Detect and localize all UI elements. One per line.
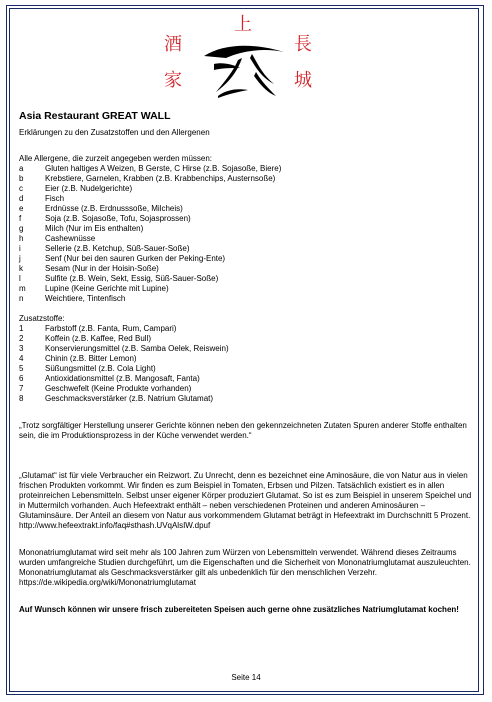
page-subtitle: Erklärungen zu den Zusatzstoffen und den Allergenen [19, 128, 210, 137]
logo-char-right-bottom: 城 [294, 70, 312, 91]
allergen-item [19, 234, 475, 244]
allergen-item-code: i [19, 244, 21, 253]
allergen-item-code: f [19, 214, 22, 223]
restaurant-logo [158, 16, 334, 100]
page-title: Asia Restaurant GREAT WALL [19, 110, 171, 122]
additives-intro: Zusatzstoffe: [19, 314, 65, 323]
allergen-list [19, 164, 475, 304]
additive-list [19, 324, 475, 404]
allergen-item-text: Gluten haltiges A Weizen, B Gerste, C Hirse (z.B. Sojasoße, Biere) [45, 164, 282, 173]
allergen-item-code: h [19, 234, 24, 243]
allergen-item-text: Erdnüsse (z.B. Erdnusssoße, Milcheis) [45, 204, 183, 213]
allergen-item [19, 264, 475, 274]
additive-item [19, 354, 475, 364]
logo-char-right-top: 長 [294, 34, 312, 55]
content [19, 110, 475, 615]
glutamat-link[interactable]: http://www.hefeextrakt.info/faq#sthash.UVqAlsIW.dpuf [19, 521, 211, 530]
additive-item-code: 6 [19, 374, 24, 383]
allergen-item [19, 164, 475, 174]
allergen-item [19, 214, 475, 224]
wikipedia-link[interactable]: https://de.wikipedia.org/wiki/Mononatriumglutamat [19, 578, 196, 587]
allergen-item [19, 194, 475, 204]
additive-item [19, 344, 475, 354]
additive-item [19, 374, 475, 384]
additive-item-code: 8 [19, 394, 24, 403]
additive-item-text: Koffein (z.B. Kaffee, Red Bull) [45, 334, 151, 343]
allergen-item-text: Krebstiere, Garnelen, Krabben (z.B. Krabbenchips, Austernsoße) [45, 174, 276, 183]
allergen-item-code: b [19, 174, 24, 183]
allergen-item [19, 244, 475, 254]
additive-item-code: 1 [19, 324, 24, 333]
additive-item-code: 2 [19, 334, 24, 343]
additive-item-text: Konservierungsmittel (z.B. Samba Oelek, Reiswein) [45, 344, 229, 353]
allergen-item-text: Eier (z.B. Nudelgerichte) [45, 184, 133, 193]
allergens-intro: Alle Allergene, die zurzeit angegeben werden müssen: [19, 154, 213, 163]
allergen-item-code: m [19, 284, 26, 293]
additive-item [19, 394, 475, 404]
closing-note: Auf Wunsch können wir unsere frisch zubereiteten Speisen auch gerne ohne zusätzliches Natriumglutamat kochen! [19, 605, 459, 614]
additive-item [19, 384, 475, 394]
allergen-item-code: d [19, 194, 24, 203]
allergen-item-text: Fisch [45, 194, 65, 203]
allergen-item [19, 184, 475, 194]
allergen-item-code: g [19, 224, 24, 233]
additive-item-code: 4 [19, 354, 24, 363]
logo-char-left-top: 酒 [164, 34, 182, 55]
allergen-item-text: Soja (z.B. Sojasoße, Tofu, Sojasprossen) [45, 214, 191, 223]
mononatriumglutamat-paragraph: Mononatriumglutamat wird seit mehr als 100 Jahren zum Würzen von Lebensmitteln verwendet. Während dieses Zeitraums wurden umfangreiche Studien durchgeführt, um die Eigenschaften und die Sicherheit von Mononatriumglutamat auszuleuchten. Mononatriumglutamat als Geschmacksverstärker gilt als unbedenklich für den menschlichen Verzehr. [19, 548, 471, 577]
allergen-item-text: Lupine (Keine Gerichte mit Lupine) [45, 284, 169, 293]
allergen-item-text: Cashewnüsse [45, 234, 96, 243]
allergen-item-code: k [19, 264, 23, 273]
additive-item-code: 7 [19, 384, 24, 393]
allergen-item [19, 294, 475, 304]
allergen-item [19, 224, 475, 234]
additive-item-text: Farbstoff (z.B. Fanta, Rum, Campari) [45, 324, 177, 333]
trace-note: „Trotz sorgfältiger Herstellung unserer Gerichte können neben den gekennzeichneten Zutaten Spuren anderer Stoffe enthalten sein, die im Produktionsprozess in der Küche verwendet werden.“ [19, 421, 467, 440]
allergen-item-code: c [19, 184, 23, 193]
allergen-item-code: a [19, 164, 24, 173]
brush-stroke-icon [196, 34, 292, 100]
glutamat-paragraph: „Glutamat“ ist für viele Verbraucher ein Reizwort. Zu Unrecht, denn es bezeichnet eine Aminosäure, die von Natur aus in vielen frischen Produkten vorkommt. Wir finden es zum Beispiel in Tomaten, Erbsen und Pilzen. Tatsächlich existiert es in allen proteinreichen Lebensmitteln. Selbst unser eigener Körper produziert Glutamat. So ist es zum Beispiel in unserem Speichel und in Muttermilch vorhanden. Auch Hefeextrakt enthält – neben verschiedenen Proteinen und anderen Aminosäuren – Glutaminsäure. Der Anteil an diesem von Natur aus vorkommendem Glutamat beträgt in Hefeextrakt im Durchschnitt 5 Prozent. [19, 471, 472, 520]
allergen-item [19, 174, 475, 184]
allergen-item-code: n [19, 294, 24, 303]
logo-char-top: 上 [234, 14, 252, 35]
additive-item-code: 3 [19, 344, 24, 353]
additive-item-text: Antioxidationsmittel (z.B. Mangosaft, Fanta) [45, 374, 200, 383]
allergen-item-text: Sulfite (z.B. Wein, Sekt, Essig, Süß-Sauer-Soße) [45, 274, 219, 283]
allergen-item-code: e [19, 204, 24, 213]
allergen-item-text: Milch (Nur im Eis enthalten) [45, 224, 144, 233]
additive-item-text: Geschmacksverstärker (z.B. Natrium Glutamat) [45, 394, 214, 403]
logo-char-left-bottom: 家 [164, 70, 182, 91]
allergen-item [19, 274, 475, 284]
additive-item-code: 5 [19, 364, 24, 373]
additive-item-text: Chinin (z.B. Bitter Lemon) [45, 354, 137, 363]
additive-item [19, 364, 475, 374]
allergen-item [19, 254, 475, 264]
allergen-item [19, 204, 475, 214]
allergen-item-code: l [19, 274, 21, 283]
additive-item-text: Geschwefelt (Keine Produkte vorhanden) [45, 384, 192, 393]
allergen-item-text: Sellerie (z.B. Ketchup, Süß-Sauer-Soße) [45, 244, 190, 253]
allergen-item-text: Senf (Nur bei den sauren Gurken der Peking-Ente) [45, 254, 226, 263]
additive-item [19, 324, 475, 334]
allergen-item [19, 284, 475, 294]
page-number: Seite 14 [231, 673, 261, 682]
allergen-item-text: Sesam (Nur in der Hoisin-Soße) [45, 264, 159, 273]
additive-item [19, 334, 475, 344]
allergen-item-text: Weichtiere, Tintenfisch [45, 294, 126, 303]
additive-item-text: Süßungsmittel (z.B. Cola Light) [45, 364, 156, 373]
allergen-item-code: j [19, 254, 21, 263]
